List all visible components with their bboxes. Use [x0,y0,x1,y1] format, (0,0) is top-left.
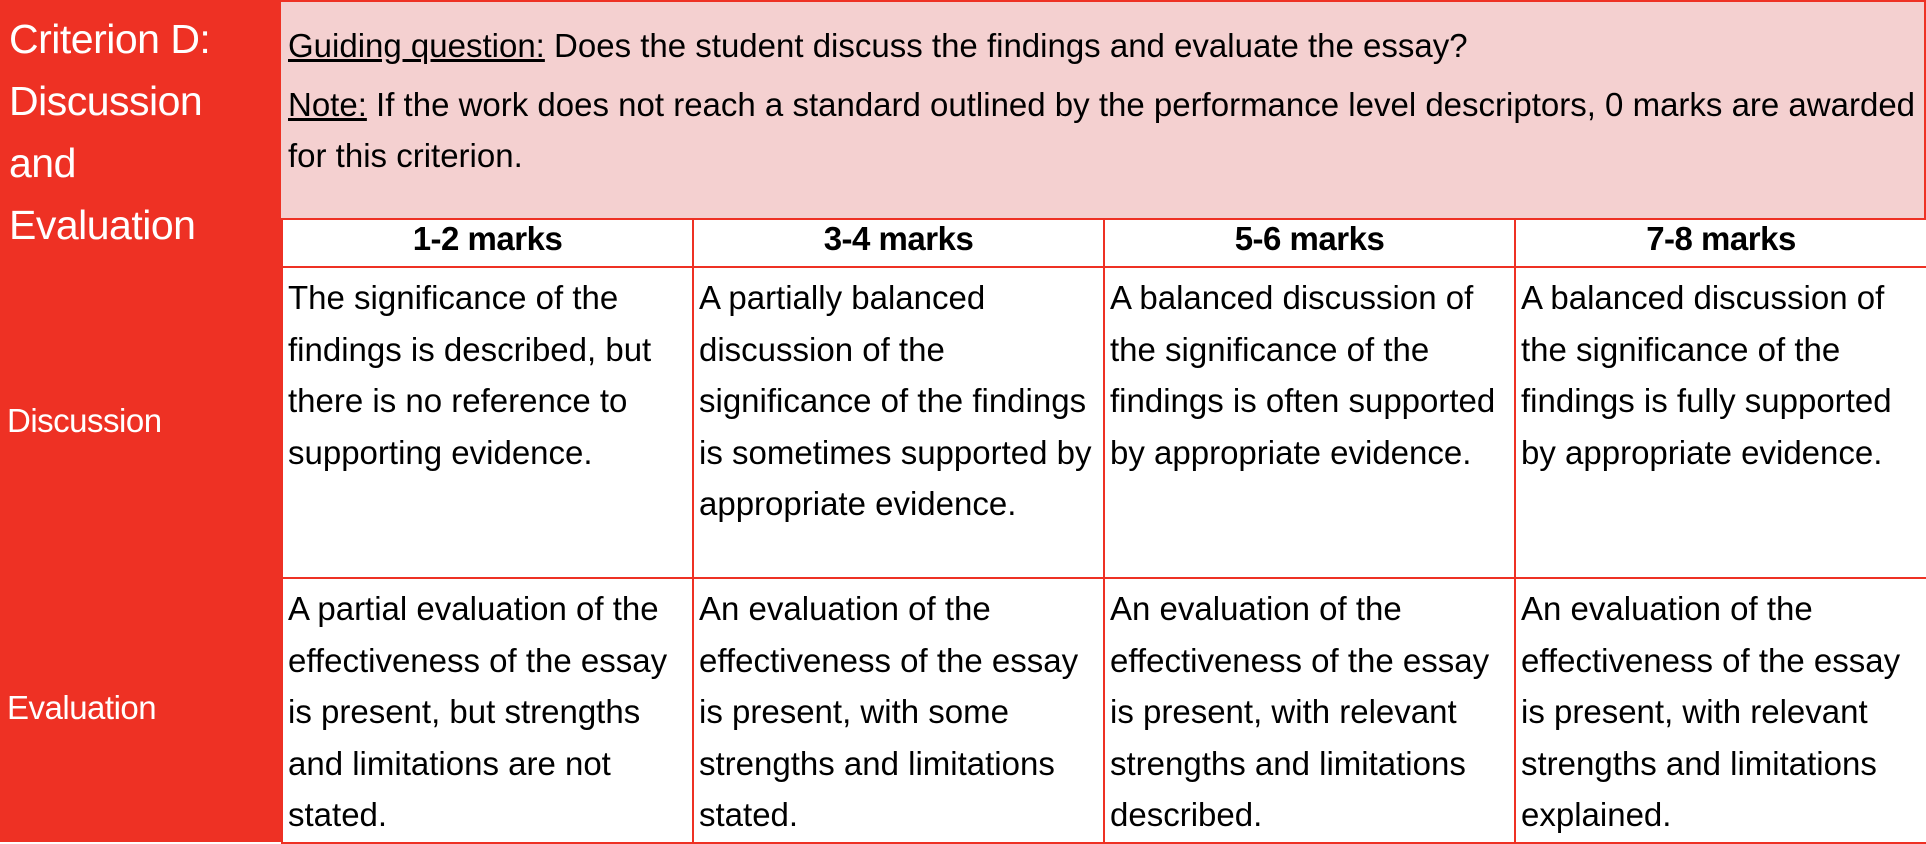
discussion-row [282,267,1926,578]
descriptor-cell: An evaluation of the effectiveness of the essay is present, with some strengths and limitations stated. [693,578,1104,843]
criterion-title-line: Criterion D: [9,16,211,62]
criterion-title-line: Discussion [9,78,203,124]
band-header: 7-8 marks [1515,219,1926,267]
descriptor-cell: An evaluation of the effectiveness of the essay is present, with relevant strengths and limitations explained. [1515,578,1926,843]
descriptor-cell: A partial evaluation of the effectiveness of the essay is present, but strengths and limitations are not stated. [282,578,693,843]
criterion-title [9,8,277,256]
note [288,79,1918,181]
band-header: 5-6 marks [1104,219,1515,267]
row-label-evaluation: Evaluation [7,689,157,726]
row-label-discussion: Discussion [7,402,162,439]
band-header: 1-2 marks [282,219,693,267]
note-label: Note: [288,86,367,123]
descriptor-cell: A partially balanced discussion of the significance of the findings is sometimes supported by appropriate evidence. [693,267,1104,578]
descriptor-cell: A balanced discussion of the significance of the findings is fully supported by appropriate evidence. [1515,267,1926,578]
guiding-question [288,20,1918,71]
band-header: 3-4 marks [693,219,1104,267]
evaluation-row [282,578,1926,843]
guiding-question-text: Does the student discuss the findings and evaluate the essay? [544,27,1468,64]
descriptor-cell: A balanced discussion of the significance of the findings is often supported by appropriate evidence. [1104,267,1515,578]
marks-table [281,218,1926,844]
criterion-sidebar [0,0,281,842]
band-header-row [282,219,1926,267]
criterion-title-line: Evaluation [9,202,196,248]
criterion-title-line: and [9,140,76,186]
descriptor-cell: An evaluation of the effectiveness of the essay is present, with relevant strengths and limitations described. [1104,578,1515,843]
guiding-question-label: Guiding question: [288,27,545,64]
guidance-box [281,0,1926,218]
descriptor-cell: The significance of the findings is described, but there is no reference to supporting evidence. [282,267,693,578]
note-text: If the work does not reach a standard outlined by the performance level descriptors, 0 marks are awarded for this criterion. [288,86,1916,174]
